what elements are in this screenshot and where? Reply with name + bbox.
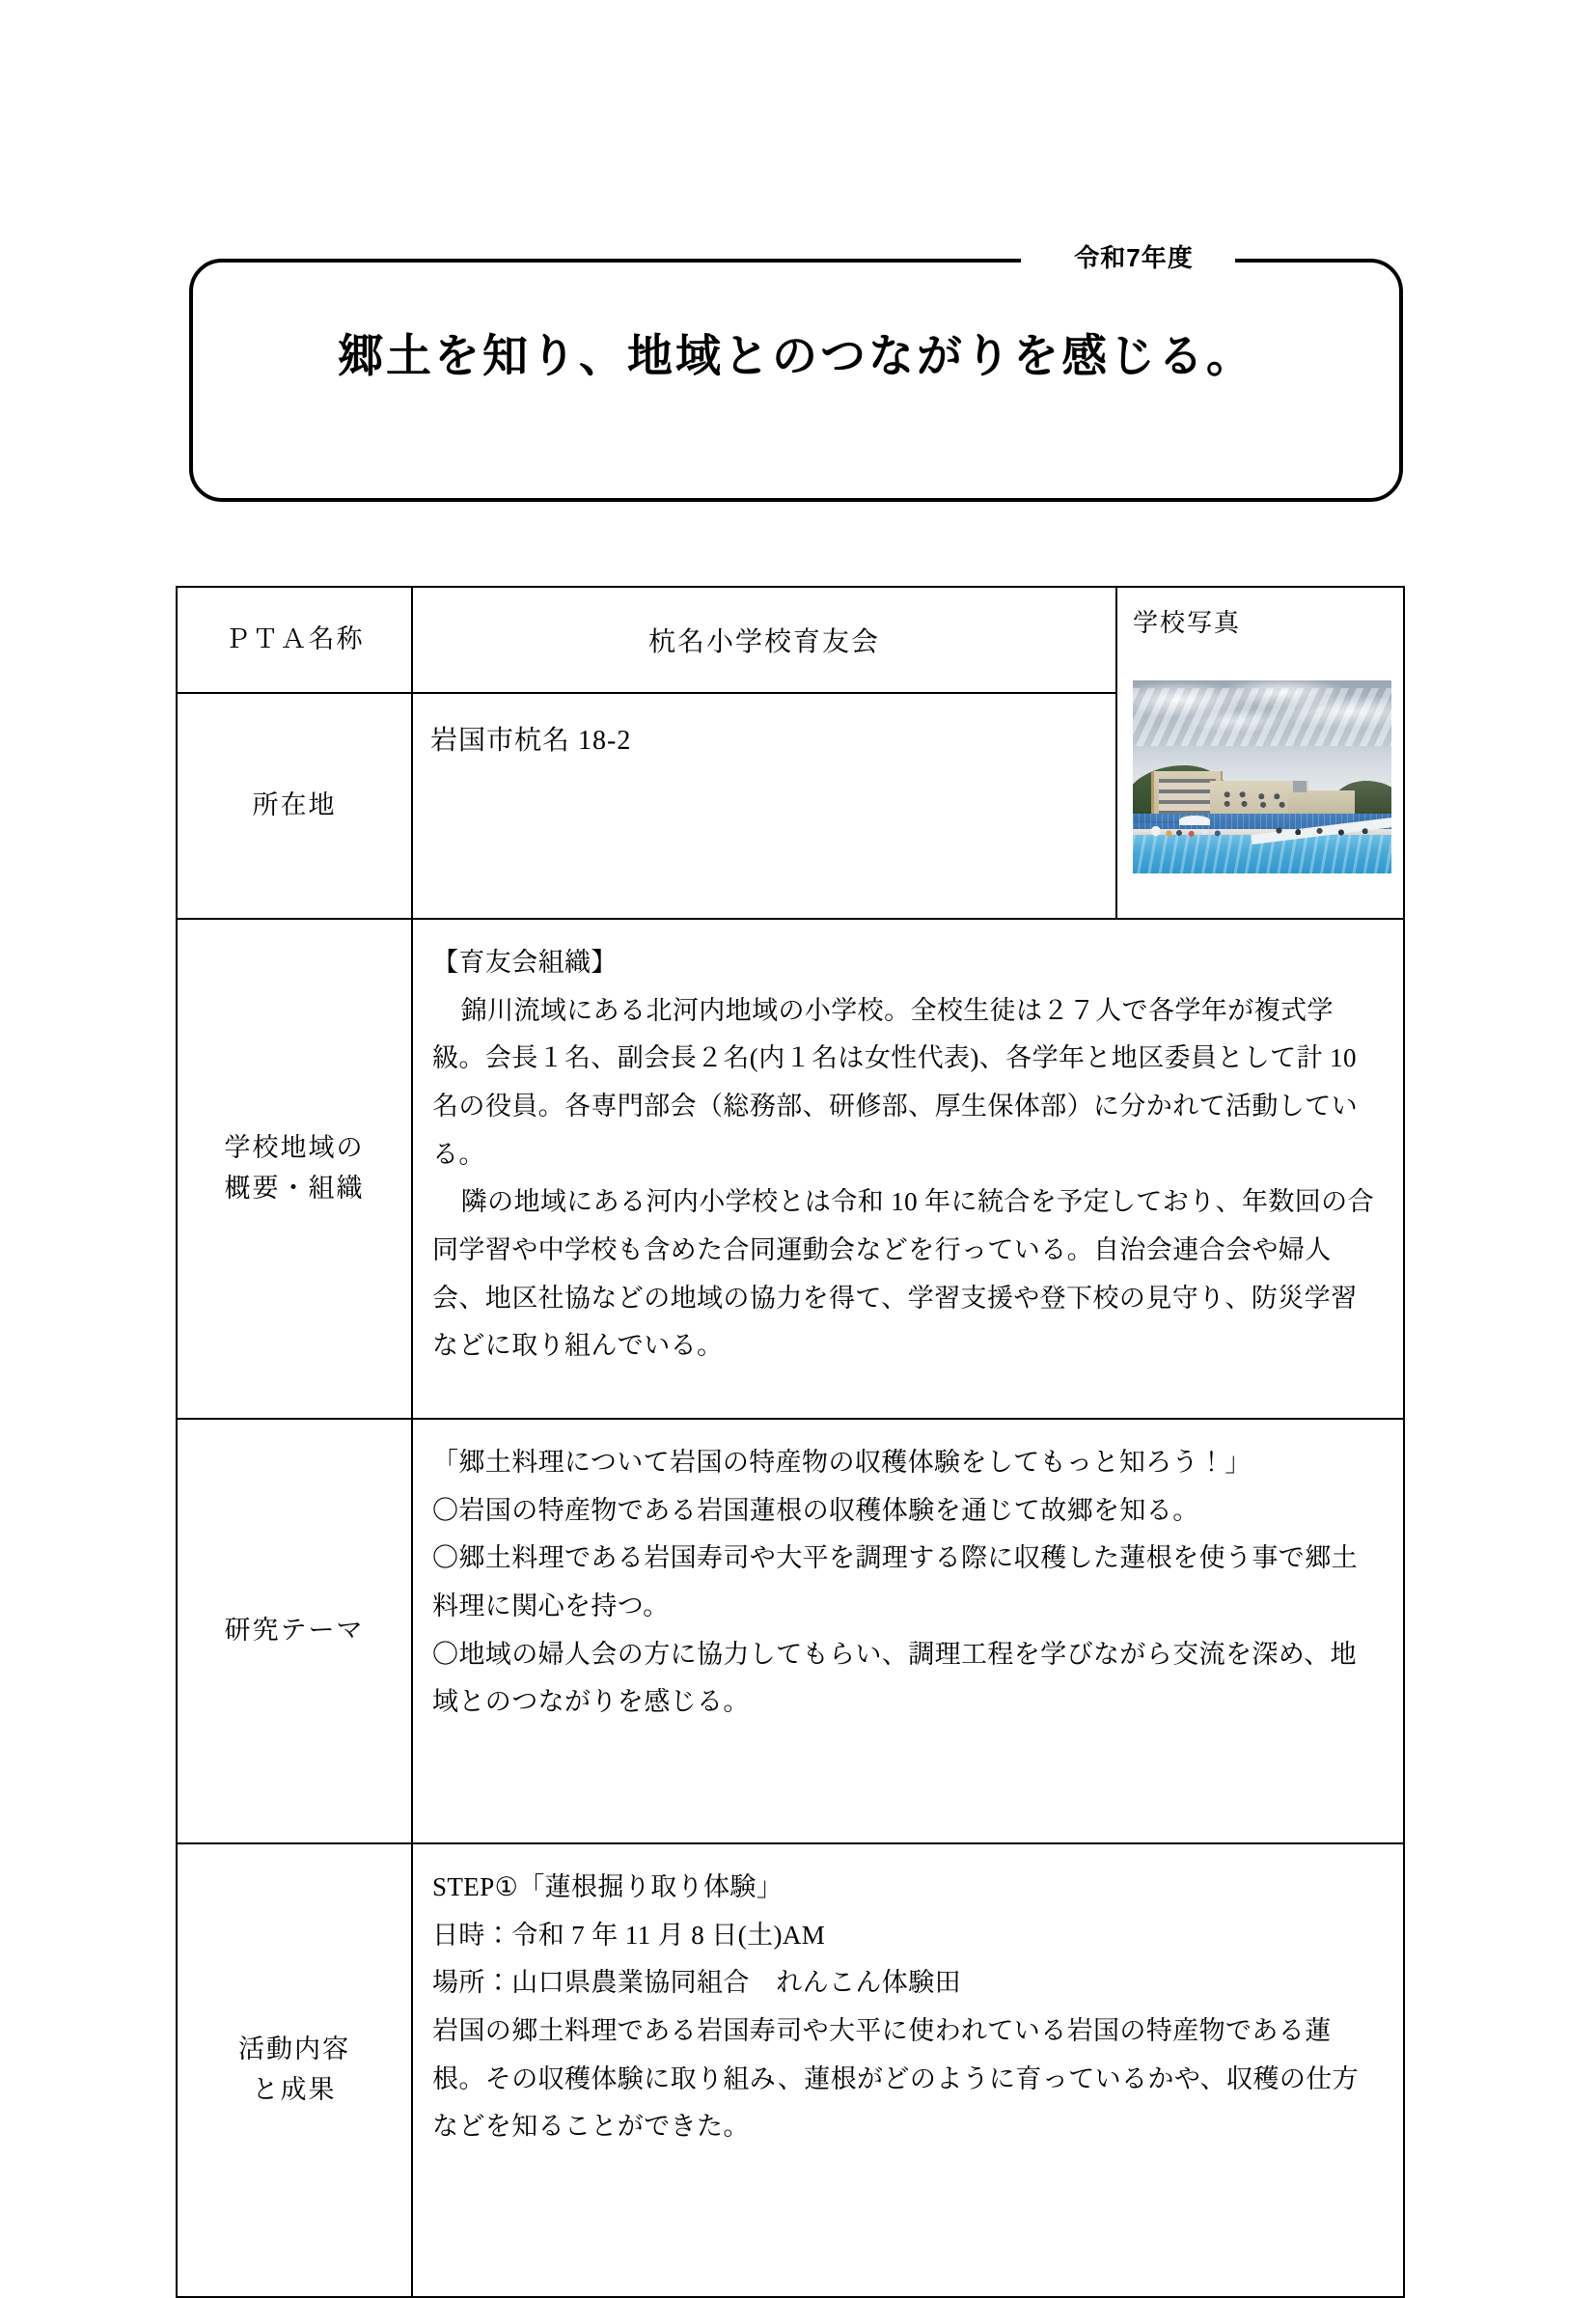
row-label-line-2: 概要・組織 — [224, 1174, 365, 1203]
header-banner — [189, 259, 1403, 502]
table-row-research-theme — [177, 1419, 1404, 1843]
table-row-overview-organization — [177, 919, 1404, 1419]
row-label-pta-name: ＰＴＡ名称 — [177, 587, 412, 693]
row-label-line-1: 活動内容 — [238, 2035, 350, 2064]
row-value-pta-name: 杭名小学校育友会 — [412, 587, 1116, 693]
theme-goal-3: 〇地域の婦人会の方に協力してもらい、調理工程を学びながら交流を深め、地域とのつながりを感じる。 — [432, 1639, 1357, 1717]
row-label-activities-results — [177, 1843, 412, 2297]
photo-clouds — [1133, 688, 1391, 746]
row-label-research-theme: 研究テーマ — [177, 1419, 412, 1843]
overview-paragraph-1: 錦川流域にある北河内地域の小学校。全校生徒は２７人で各学年が複式学級。会長１名、副会長２名(内１名は女性代表)、各学年と地区委員として計 10 名の役員。各専門部会（総務部、研修部、厚生保体部）に分かれて活動している。 — [432, 995, 1358, 1169]
photo-rooftop-tank — [1293, 781, 1306, 792]
theme-goal-2: 〇郷土料理である岩国寿司や大平を調理する際に収穫した蓮根を使う事で郷土料理に関心を持つ。 — [432, 1543, 1358, 1621]
pta-info-table — [176, 586, 1405, 2298]
row-label-address: 所在地 — [177, 693, 412, 919]
row-label-line-2: と成果 — [252, 2075, 337, 2104]
fiscal-year-label: 令和7年度 — [1074, 243, 1194, 272]
row-value-overview-organization — [412, 919, 1404, 1419]
row-value-activities-results — [412, 1843, 1404, 2297]
theme-quote: 「郷土料理について岩国の特産物の収穫体験をしてもっと知ろう！」 — [432, 1448, 1252, 1477]
theme-goal-1: 〇岩国の特産物である岩国蓮根の収穫体験を通じて故郷を知る。 — [432, 1495, 1199, 1525]
school-photo-caption: 学校写真 — [1133, 609, 1242, 637]
row-value-address: 岩国市杭名 18-2 — [412, 693, 1116, 919]
photo-people-background — [1267, 821, 1386, 837]
school-photo-image — [1133, 680, 1391, 873]
row-label-overview-organization — [177, 919, 412, 1419]
activity-location: 場所：山口県農業協同組合 れんこん体験田 — [432, 1968, 961, 1998]
activity-datetime: 日時：令和 7 年 11 月 8 日(土)AM — [432, 1920, 826, 1950]
page-title: 郷土を知り、地域とのつながりを感じる。 — [338, 330, 1254, 381]
photo-people-foreground — [1148, 819, 1241, 839]
activity-result: 岩国の郷土料理である岩国寿司や大平に使われている岩国の特産物である蓮根。その収穫体験に取り組み、蓮根がどのように育っているかや、収穫の仕方などを知ることができた。 — [432, 2016, 1360, 2142]
overview-paragraph-2: 隣の地域にある河内小学校とは令和 10 年に統合を予定しており、年数回の合同学習や中学校も含めた合同運動会などを行っている。自治会連合会や婦人会、地区社協などの地域の協力を得て、学習支援や登下校の見守り、防災学習などに取り組んでいる。 — [432, 1187, 1374, 1361]
row-value-research-theme — [412, 1419, 1404, 1843]
school-photo-cell — [1116, 587, 1404, 919]
activity-step-title: STEP①「蓮根掘り取り体験」 — [432, 1872, 784, 1901]
table-row-pta-name — [177, 587, 1404, 693]
overview-heading: 【育友会組織】 — [432, 948, 618, 977]
row-label-line-1: 学校地域の — [224, 1133, 365, 1163]
table-row-activities-results — [177, 1843, 1404, 2297]
